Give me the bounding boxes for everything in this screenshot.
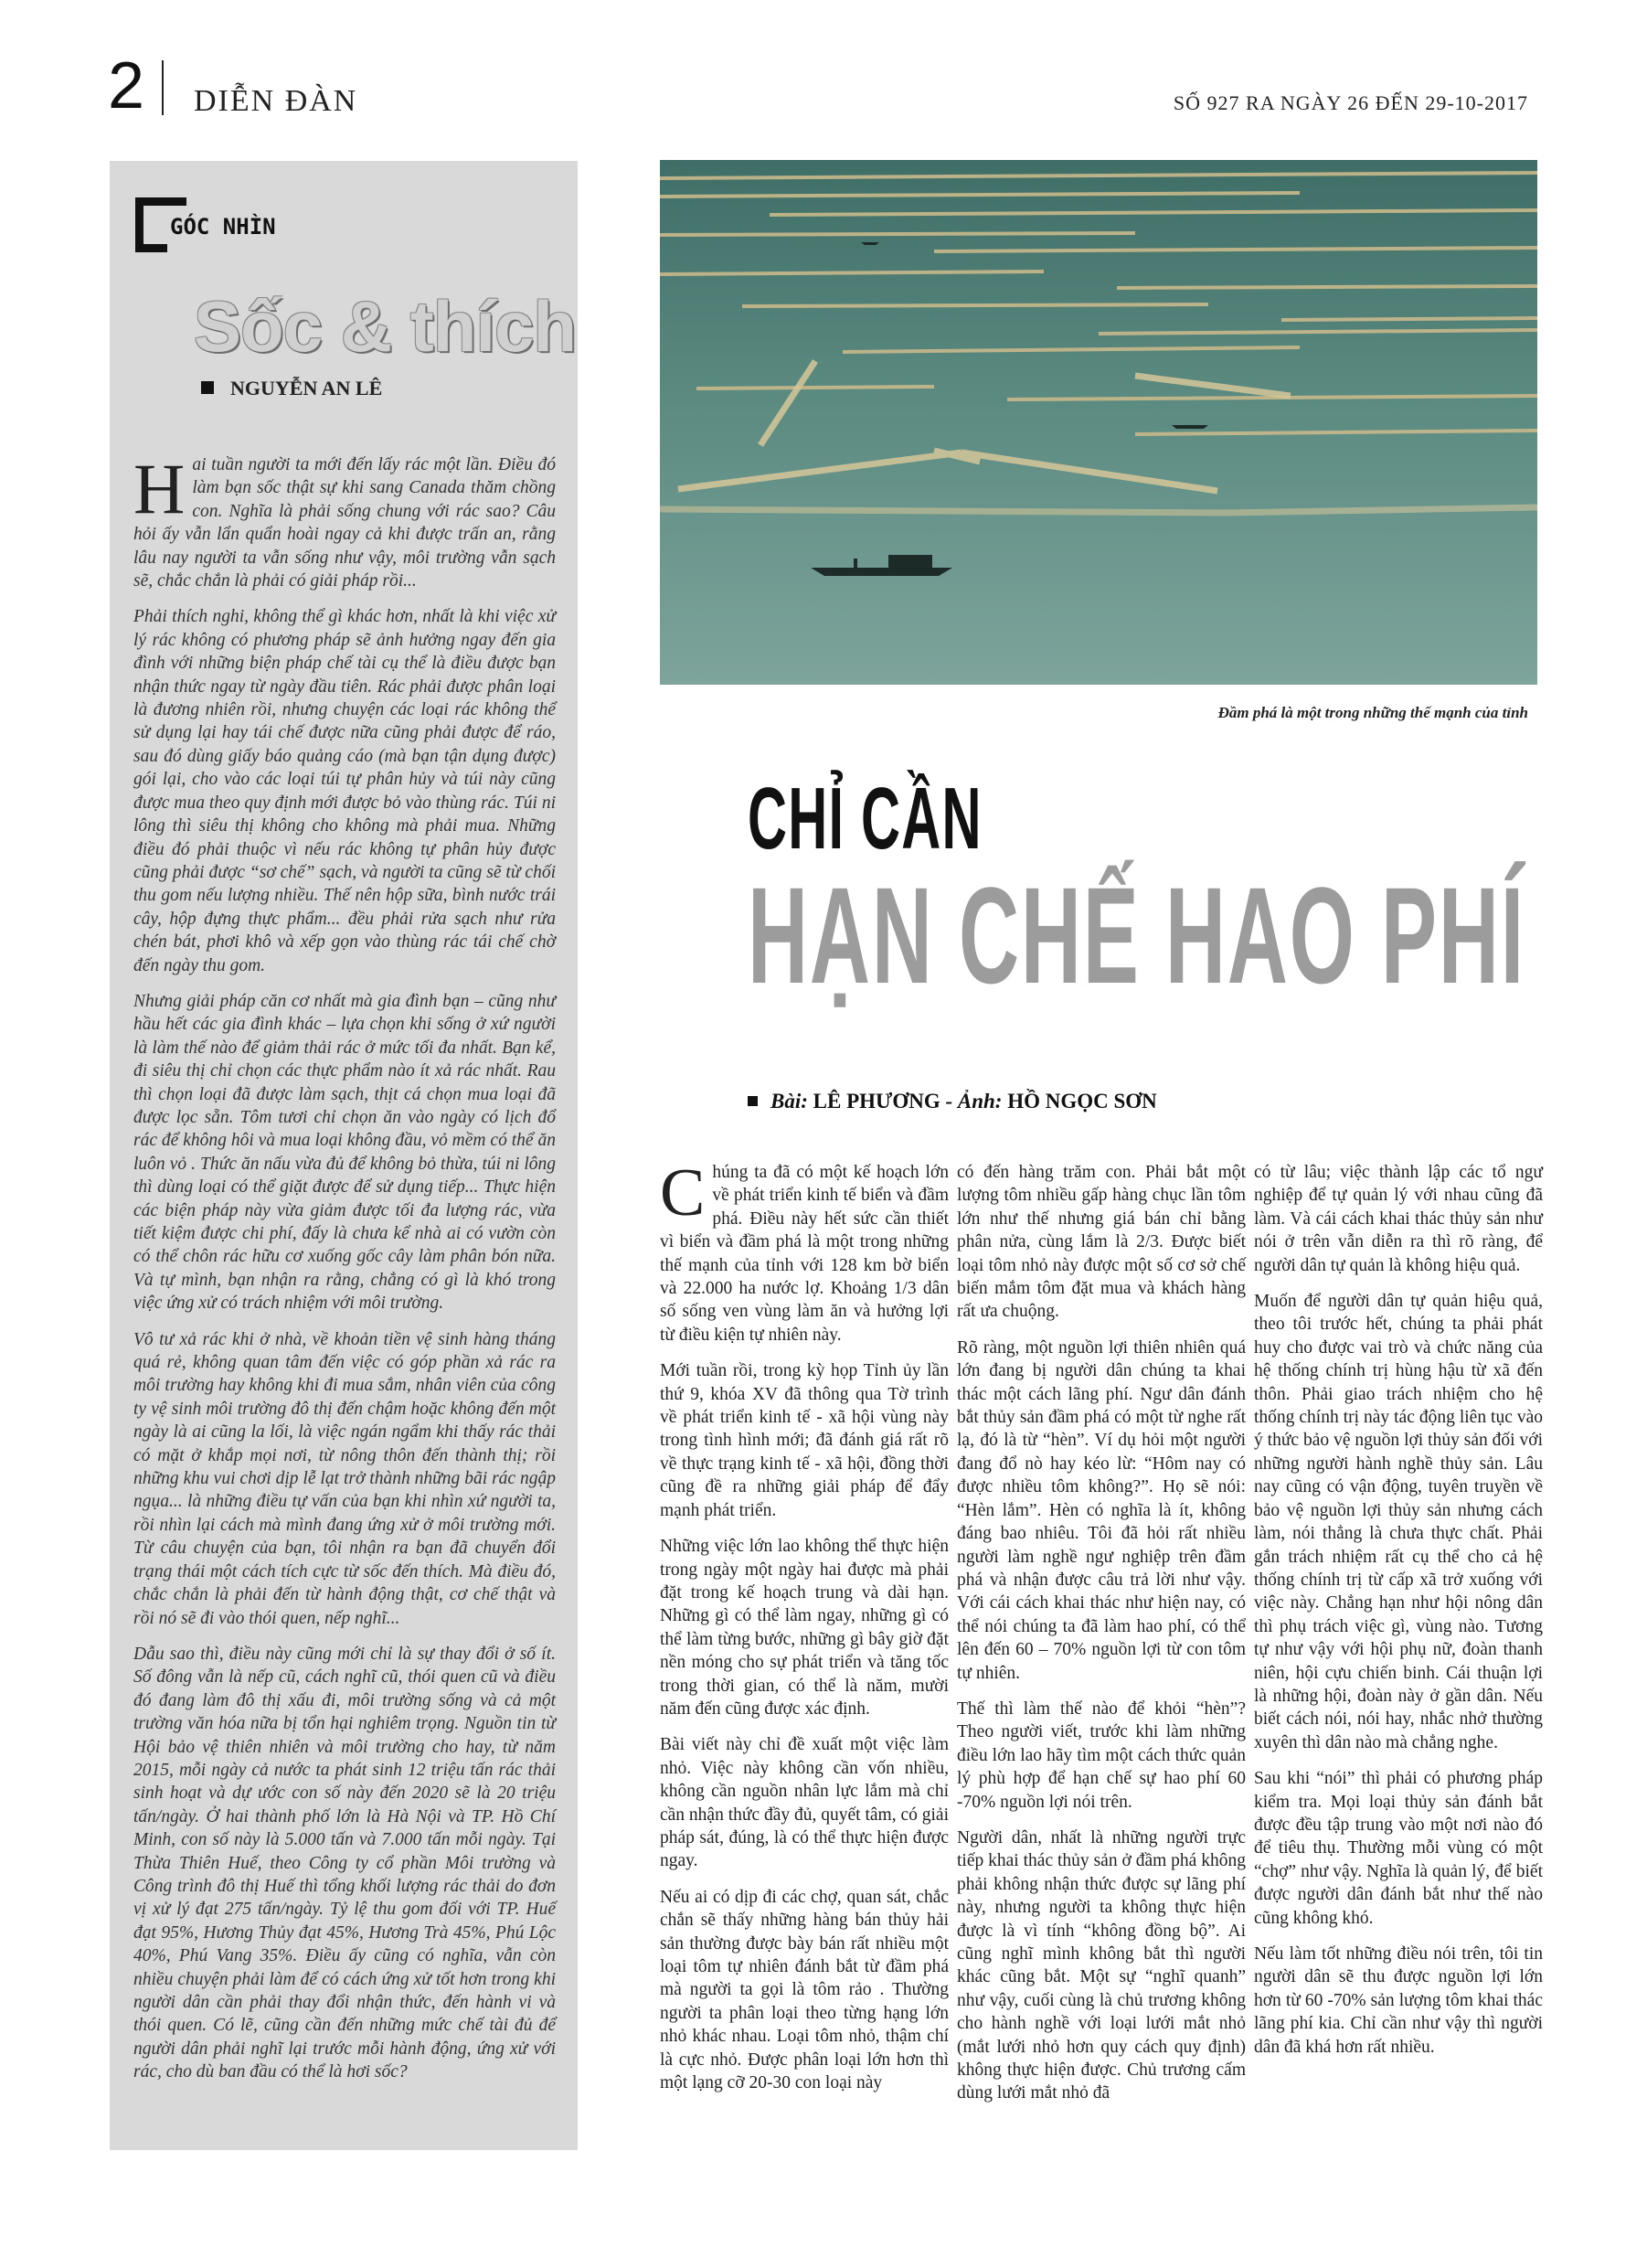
article-paragraph: Nếu ai có dịp đi các chợ, quan sát, chắc chắn sẽ thấy những hàng bán thủy hải sản thường được bày bán rất nhiều một loại tôm tự nhiên đánh bắt từ đầm phá mà người ta gọi là tôm rảo . Thường người ta phân loại theo từng hạng lớn nhỏ khác nhau. Loại tôm nhỏ, thậm chí là cực nhỏ. Được phân loại lớn hơn thì một lạng cỡ 20-30 con loại này: [660, 1887, 949, 2093]
sidebar-paragraph: Nhưng giải pháp căn cơ nhất mà gia đình bạn – cũng như hầu hết các gia đình khác – lựa chọn khi sống ở xứ người là làm thế nào để giảm thải rác ở mức tối đa nhất. Bạn kể, đi siêu thị chỉ chọn các thực phẩm nào ít xả rác nhất. Rau thì chọn loại đã được làm sạch, thịt cá chọn mua loại đã được lọc sẵn. Tôm tươi chỉ chọn ăn vào ngày có lịch đổ rác để không hôi và mua loại không đầu, vỏ mềm có thể ăn luôn vỏ . Thức ăn nấu vừa đủ để không bỏ thừa, túi ni lông thì dùng loại có thể giặt được để sử dụng tiếp... Thực hiện các biện pháp này vừa giảm được tối đa lượng rác, vừa tiết kiệm được chi phí, đấy là chưa kể nhà ai có vườn còn có thể chôn rác hữu cơ xuống gốc cây làm phân bón nữa. Và tự mình, bạn nhận ra rằng, chẳng có gì là khó trong việc ứng xử có trách nhiệm với môi trường.: [133, 991, 556, 1314]
sidebar-title: Sốc & thích: [194, 286, 577, 367]
article-paragraph: có đến hàng trăm con. Phải bắt một lượng tôm nhiều gấp hàng chục lần tôm lớn như thế nhưng giá bán chỉ bằng phân nửa, cùng lắm là 2/3. Được biết loại tôm nhỏ này được một số cơ sở chế biến mắm tôm đặt mua và khách hàng rất ưa chuộng.: [957, 1163, 1246, 1322]
article-paragraph: Muốn để người dân tự quản hiệu quả, theo tôi trước hết, chúng ta phải phát huy cho được vai trò và chức năng của hệ thống chính trị hùng hậu từ xã đến thôn. Phải giao trách nhiệm cho hệ thống chính trị này tác động liên tục vào ý thức bảo vệ nguồn lợi thủy sản đối với những người hành nghề thủy sản. Lâu nay cũng có vận động, tuyên truyền về bảo vệ nguồn lợi thủy sản nhưng cách làm, nói thẳng là chưa thực chất. Phải gắn trách nhiệm rất cụ thể cho cả hệ thống chính trị từ cấp xã trở xuống với việc này. Chẳng hạn như hội nông dân thì phụ trách việc gì, vùng nào. Tương tự như vậy với hội phụ nữ, đoàn thanh niên, hội cựu chiến binh. Cái thuận lợi là những hội, đoàn này ở gần dân. Nếu biết cách nói, nói hay, nhắc nhở thường xuyên thì dân nào mà chẳng nghe.: [1254, 1292, 1543, 1752]
issue-info: SỐ 927 RA NGÀY 26 ĐẾN 29-10-2017: [1173, 91, 1528, 114]
column-label: GÓC NHÌN: [170, 214, 276, 240]
article-column-2: [957, 1161, 1246, 2118]
article-paragraph: Những việc lớn lao không thể thực hiện trong ngày một ngày hai được mà phải đặt trong kế hoạch trung và dài hạn. Những gì có thể làm ngay, những gì có thể làm từng bước, những gì bây giờ đặt nền móng cho sự phát triển và tăng tốc trong thời gian, có thể là năm, mười năm đến cũng được xác định.: [660, 1537, 949, 1719]
page-number: 2: [108, 49, 145, 122]
article-paragraph: có từ lâu; việc thành lập các tổ ngư nghiệp để tự quản lý với nhau cũng đã làm. Và cái cách khai thác thủy sản như nói ở trên vẫn diễn ra thì rõ ràng, để người dân tự quản là không hiệu quả.: [1254, 1163, 1543, 1275]
sidebar-author: [201, 377, 382, 400]
article-paragraph: Nếu làm tốt những điều nói trên, tôi tin người dân sẽ thu được nguồn lợi lớn hơn từ 60 -70% sản lượng tôm khai thác lãng phí kia. Chỉ cần như vậy thì người dân đã khá hơn rất nhiều.: [1254, 1944, 1543, 2057]
column-logo-bar: [135, 197, 186, 206]
article-paragraph: Bài viết này chỉ đề xuất một việc làm nhỏ. Việc này không cần vốn nhiều, không cần nguồn nhân lực lắm mà chỉ cần nhận thức đầy đủ, quyết tâm, có giải pháp sát, đúng, là có thể thực hiện được ngay.: [660, 1735, 949, 1871]
article-dropcap: C: [660, 1155, 706, 1230]
sidebar-paragraph: Dẫu sao thì, điều này cũng mới chỉ là sự thay đổi ở số ít. Số đông vẫn là nếp cũ, cách nghĩ cũ, thói quen cũ và điều đó đang làm đô thị xấu đi, môi trường sống và cả một trường văn hóa nữa bị tổn hại nghiêm trọng. Nguồn tin từ Hội bảo vệ thiên nhiên và môi trường cho hay, từ năm 2015, mỗi ngày cả nước ta phát sinh 12 triệu tấn rác thải sinh hoạt và dự ước con số này đến 2020 sẽ là 20 triệu tấn/ngày. Ở hai thành phố lớn là Hà Nội và TP. Hồ Chí Minh, con số này là 5.000 tấn và 7.000 tấn mỗi ngày. Tại Thừa Thiên Huế, theo Công ty cổ phần Môi trường và Công trình đô thị Huế thì tổng khối lượng rác thải do đơn vị xử lý đạt 275 tấn/ngày. Tỷ lệ thu gom đối với TP. Huế đạt 95%, Hương Thủy đạt 45%, Hương Trà 45%, Phú Lộc 40%, Phú Vang 35%. Điều ấy cũng có nghĩa, vẫn còn nhiều chuyện phải làm để có cách ứng xử tốt hơn trong khi người dân cần phải thay đổi nhận thức, đến hành vi và thói quen. Có lẽ, cũng cần đến những mức chế tài đủ để người dân phải nghĩ lại trước mỗi hành động, ứng xử với rác, cho dù ban đầu có thể là hơi sốc?: [133, 1644, 556, 2082]
article-paragraph: Mới tuần rồi, trong kỳ họp Tỉnh ủy lần thứ 9, khóa XV đã thông qua Tờ trình về phát triển kinh tế - xã hội vùng này trong tình hình mới; đã đánh giá rất rõ về thực trạng kinh tế - xã hội, đồng thời cũng đề ra những giải pháp để đẩy mạnh phát triển.: [660, 1361, 949, 1520]
section-title: DIỄN ĐÀN: [194, 84, 358, 118]
article-column-1: [660, 1155, 949, 2107]
photo-caption: Đầm phá là một trong những thế mạnh của tỉnh: [1217, 704, 1528, 721]
sidebar-dropcap: H: [133, 449, 186, 528]
article-paragraph: Thế thì làm thế nào để khỏi “hèn”? Theo người viết, trước khi làm những điều lớn lao hãy tìm một cách thức quản lý phù hợp để hạn chế sự hao phí 60 -70% nguồn lợi nói trên.: [957, 1698, 1246, 1812]
header-divider: [162, 60, 164, 115]
sidebar-paragraph: Phải thích nghi, không thể gì khác hơn, nhất là khi việc xử lý rác không có phương pháp sẽ ảnh hưởng ngay đến gia đình với những biện pháp chế tài cụ thể là điều được bạn nhận thức ngay từ ngày đầu tiên. Rác phải được phân loại là đương nhiên rồi, nhưng chuyện các loại rác không thể sử dụng lại hay tái chế được nữa cũng phải được để ráo, sau đó dùng giấy báo quảng cáo (mà bạn tận dụng được) gói lại, cho vào các loại túi tự phân hủy và túi này cũng được mua theo quy định mới được bỏ vào thùng rác. Túi ni lông thì siêu thị không cho không mà phải mua. Những điều đó phải thuộc vì nếu rác không tự phân hủy được cũng phải được “sơ chế” sạch, và người ta cũng sẽ từ chối thu gom nếu lượng nhiều. Thế nên hộp sữa, bình nước trái cây, hộp đựng thực phẩm... đều phải rửa sạch như rửa chén bát, phơi khô và xếp gọn vào thùng rác tái chế chờ đến ngày thu gom.: [133, 607, 556, 975]
article-paragraph: Rõ ràng, một nguồn lợi thiên nhiên quá lớn đang bị người dân chúng ta khai thác một cách lãng phí. Ngư dân đánh bắt thủy sản đầm phá có một từ nghe rất lạ, đó là từ “hèn”. Ví dụ hỏi một người đang đổ nò hay kéo lừ: “Hôm nay có được nhiều tôm không?”. Họ sẽ nói: “Hèn lắm”. Hèn có nghĩa là ít, không đáng bao nhiêu. Tôi đã hỏi rất nhiều người làm nghề ngư nghiệp trên đầm phá và nhận được câu trả lời như vậy. Với cái cách khai thác như hiện nay, có thể nói chúng ta đã làm hao phí, có thể lên đến 60 – 70% nguồn lợi từ con tôm tự nhiên.: [957, 1337, 1246, 1683]
bullet-square-icon: [748, 1096, 758, 1106]
sidebar-paragraph: Vô tư xả rác khi ở nhà, về khoản tiền vệ sinh hàng tháng quá rẻ, không quan tâm đến việc có góp phần xả rác ra môi trường hay không khi đi mua sắm, nhân viên của công ty vệ sinh môi trường đô thị đến chậm hoặc không đến một ngày là ai cũng la lối, là việc ngán ngẩm khi thấy rác thải có mặt ở khắp mọi nơi, từ nông thôn đến thành thị; rồi những khu vui chơi dịp lễ lạt trở thành những bãi rác ngập ngụa... là những điều tự vấn của bạn khi nhìn xứ người ta, rồi nhìn lại cách mà mình đang ứng xử ở môi trường mới. Từ câu chuyện của bạn, tôi nhận ra bạn đã chuyển đổi trạng thái một cách tích cực từ sốc đến thích. Mà điều đó, chắc chắn là phải đến từ hành động thật, cơ chế thật và rồi nó sẽ đi vào thói quen, nếp nghĩ...: [133, 1329, 556, 1628]
article-column-3: [1254, 1161, 1543, 2071]
article-paragraph: Người dân, nhất là những người trực tiếp khai thác thủy sản ở đầm phá không phải không nhận thức được sự lãng phí này, nhưng người ta không thực hiện được là vì tính “không đồng bộ”. Ai cũng nghĩ mình không bắt thì người khác cũng bắt. Một sự “nghĩ quanh” như vậy, cuối cùng là chủ trương không cho hành nghề với loại lưới mắt nhỏ (mắt lưới nhỏ hơn quy cách quy định) không thực hiện được. Chủ trương cấm dùng lưới mắt nhỏ đã: [957, 1827, 1246, 2103]
article-paragraph: Sau khi “nói” thì phải có phương pháp kiểm tra. Mọi loại thủy sản đánh bắt được đều tập trung vào một nơi nào đó để tiêu thụ. Thường mỗi vùng có một “chợ” như vậy. Nghĩa là quản lý, để biết được người dân đánh bắt như thế nào cũng không khó.: [1254, 1769, 1543, 1928]
bullet-square-icon: [201, 381, 214, 394]
sidebar-paragraph: Hai tuần người ta mới đến lấy rác một lần. Điều đó làm bạn sốc thật sự khi sang Canada thăm chồng con. Nghĩa là phải sống chung với rác sao? Câu hỏi ấy vẫn lẩn quẩn hoài ngay cả khi được trấn an, rằng lâu nay người ta vẫn sống như vậy, môi trường vẫn sạch sẽ, chắc chắn là phải có giải pháp rồi...: [133, 449, 556, 591]
byline: Bài: LÊ PHƯƠNG - Ảnh: HỒ NGỌC SƠN: [748, 1090, 1157, 1113]
headline-line-2: HẠN CHẾ HAO PHÍ: [748, 858, 1525, 1012]
headline-line-1: CHỈ CẦN: [748, 770, 983, 868]
sidebar-author-name: NGUYỄN AN LÊ: [230, 377, 383, 399]
lagoon-photo: [660, 160, 1537, 685]
article-paragraph: Chúng ta đã có một kế hoạch lớn về phát triển kinh tế biển và đầm phá. Điều này hết sức cần thiết vì biển và đầm phá là một trong những thế mạnh của tỉnh với 128 km bờ biển và 22.000 ha nước lợ. Khoảng 1/3 dân số sống ven vùng làm ăn và hưởng lợi từ điều kiện tự nhiên này.: [660, 1155, 949, 1345]
sidebar-body: [133, 449, 556, 2097]
column-logo-icon: [135, 197, 167, 252]
